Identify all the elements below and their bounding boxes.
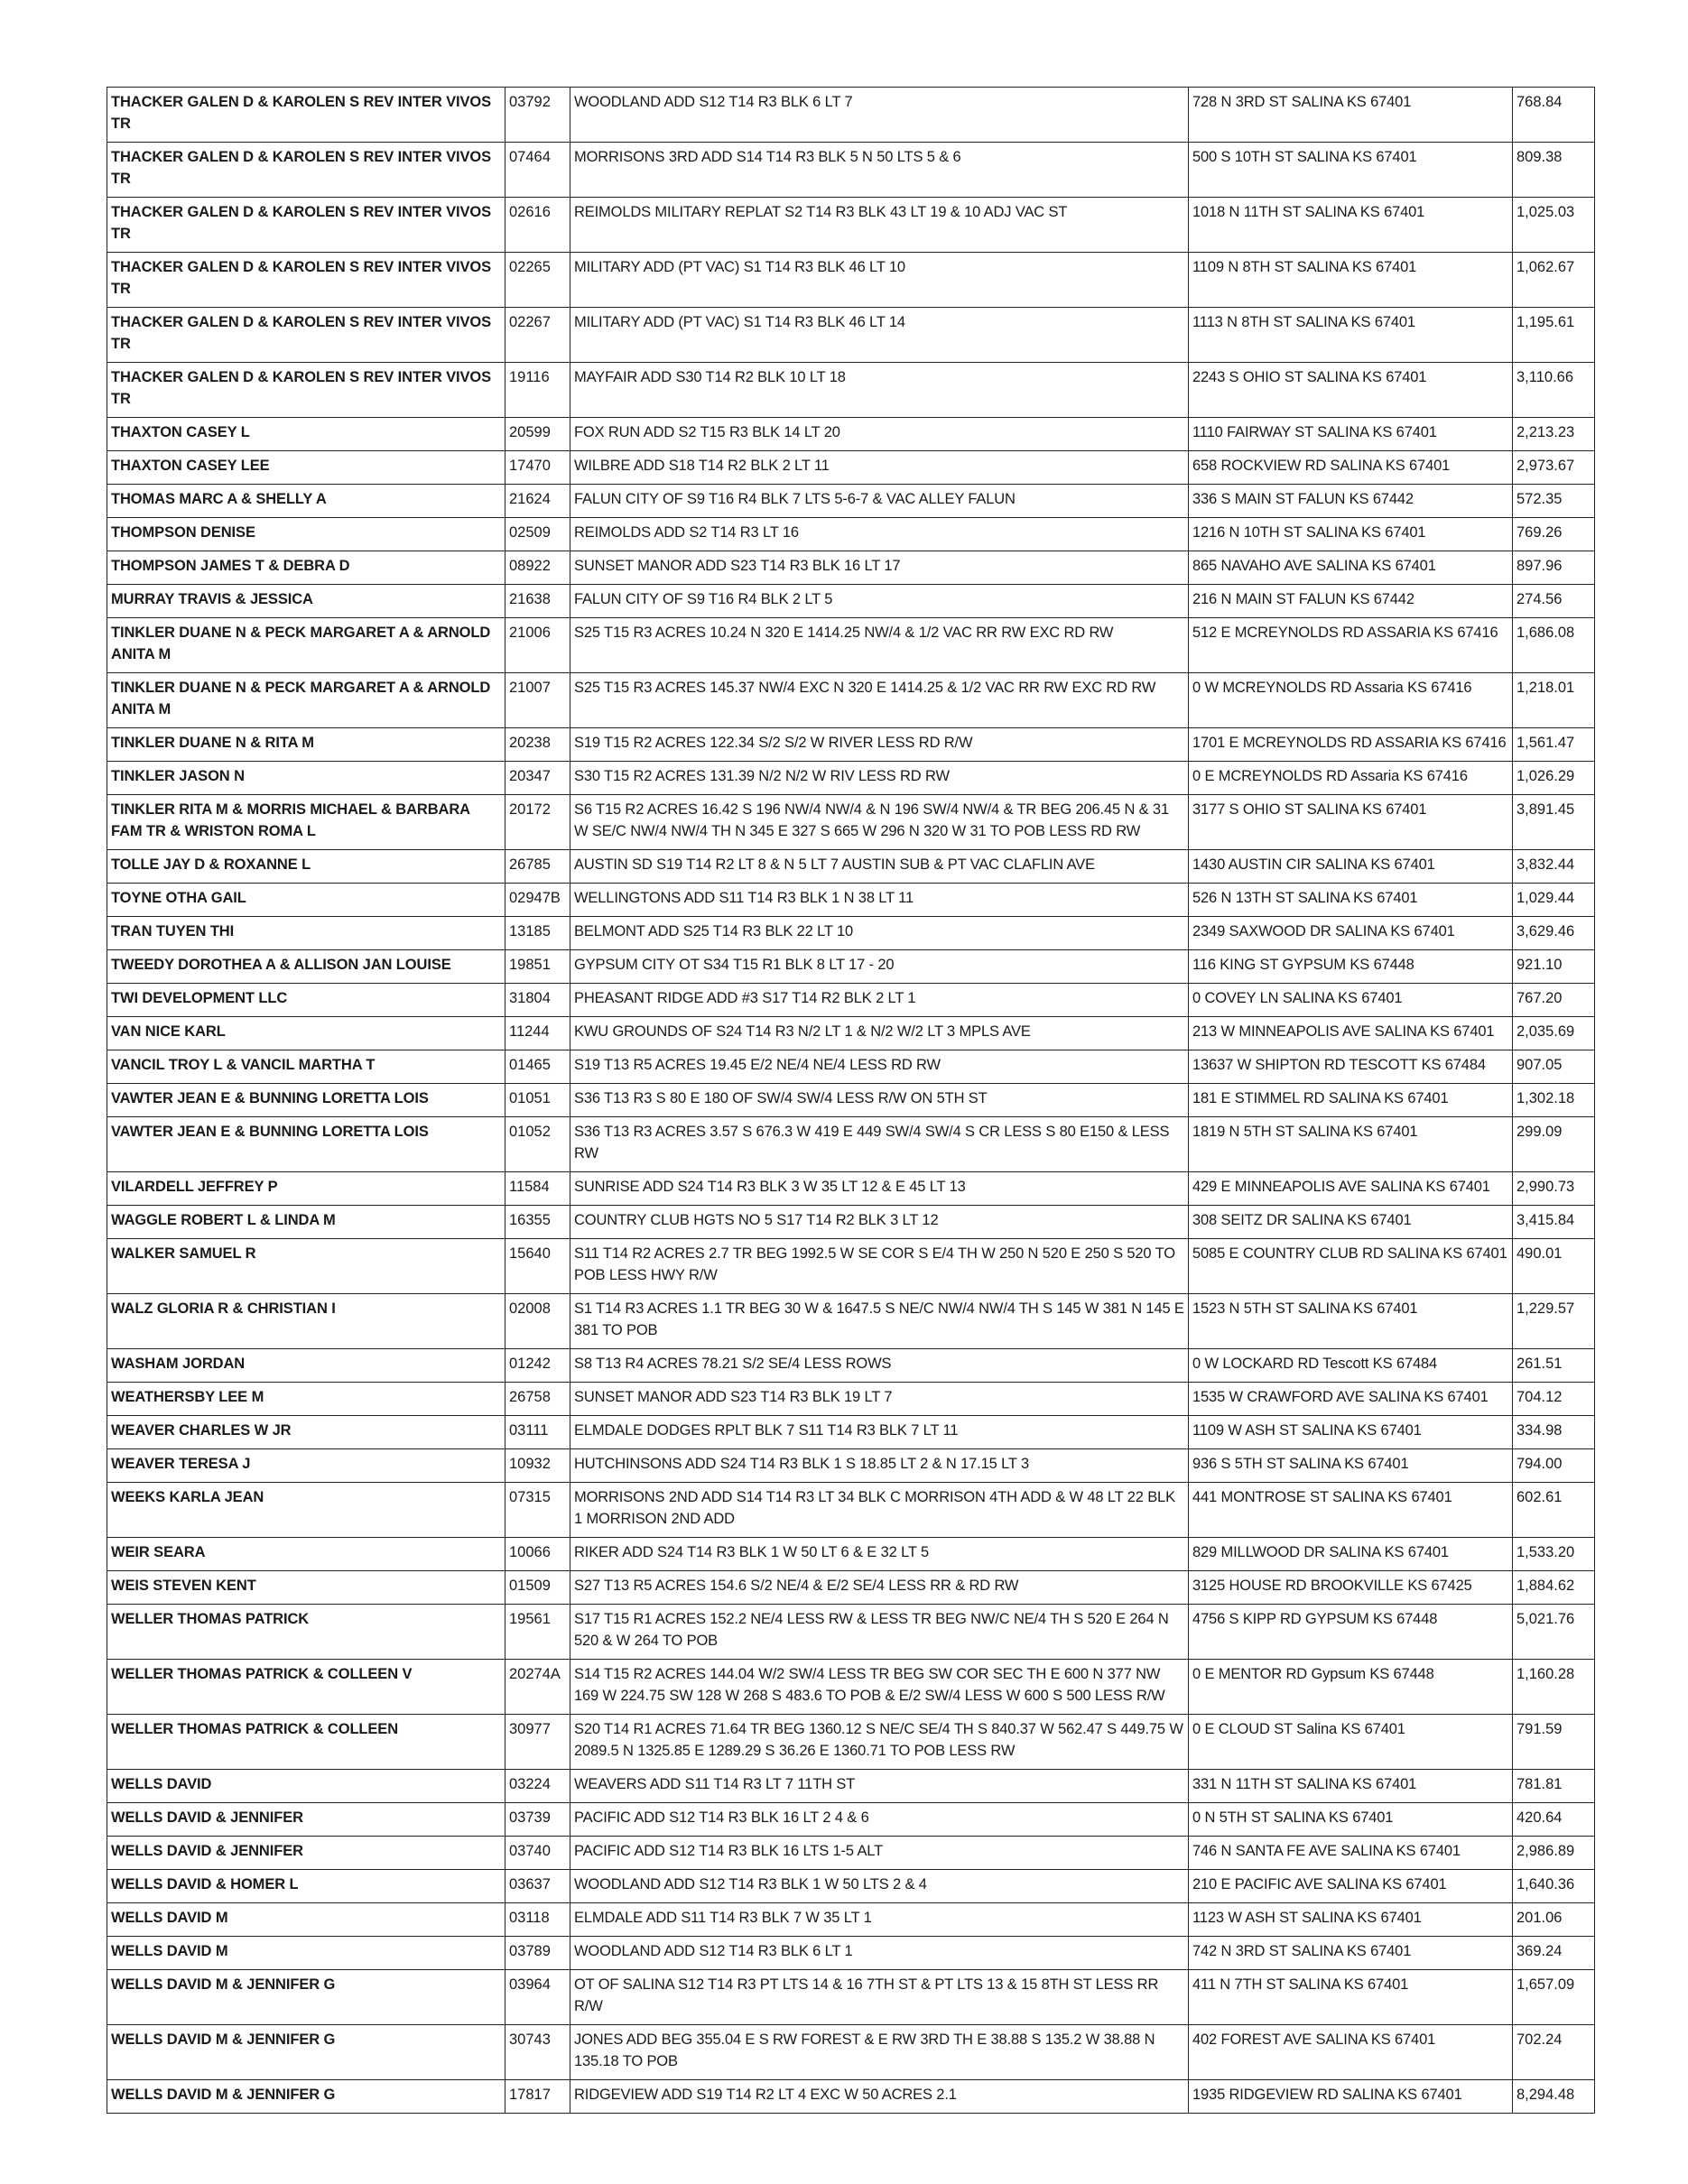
owner-cell: TWEEDY DOROTHEA A & ALLISON JAN LOUISE bbox=[107, 950, 505, 984]
legal-description-cell: RIKER ADD S24 T14 R3 BLK 1 W 50 LT 6 & E 32 LT 5 bbox=[570, 1538, 1189, 1571]
property-address-cell: 0 E CLOUD ST Salina KS 67401 bbox=[1189, 1715, 1513, 1770]
owner-cell: THOMPSON JAMES T & DEBRA D bbox=[107, 551, 505, 585]
property-address-cell: 3177 S OHIO ST SALINA KS 67401 bbox=[1189, 795, 1513, 850]
property-address-cell: 1523 N 5TH ST SALINA KS 67401 bbox=[1189, 1294, 1513, 1349]
property-address-cell: 1109 W ASH ST SALINA KS 67401 bbox=[1189, 1416, 1513, 1449]
parcel-id-cell: 10066 bbox=[505, 1538, 570, 1571]
owner-cell: THAXTON CASEY LEE bbox=[107, 451, 505, 485]
table-row bbox=[107, 795, 1595, 850]
parcel-id-cell: 01509 bbox=[505, 1571, 570, 1605]
parcel-id-cell: 26758 bbox=[505, 1383, 570, 1416]
property-address-cell: 512 E MCREYNOLDS RD ASSARIA KS 67416 bbox=[1189, 618, 1513, 673]
parcel-id-cell: 10932 bbox=[505, 1449, 570, 1483]
tax-amount-cell: 907.05 bbox=[1513, 1050, 1595, 1084]
parcel-id-cell: 07464 bbox=[505, 143, 570, 198]
property-address-cell: 181 E STIMMEL RD SALINA KS 67401 bbox=[1189, 1084, 1513, 1117]
tax-amount-cell: 299.09 bbox=[1513, 1117, 1595, 1172]
tax-amount-cell: 1,884.62 bbox=[1513, 1571, 1595, 1605]
owner-cell: TINKLER DUANE N & RITA M bbox=[107, 728, 505, 762]
tax-amount-cell: 1,218.01 bbox=[1513, 673, 1595, 728]
legal-description-cell: WOODLAND ADD S12 T14 R3 BLK 6 LT 1 bbox=[570, 1937, 1189, 1970]
owner-cell: THACKER GALEN D & KAROLEN S REV INTER VIVOS TR bbox=[107, 253, 505, 308]
owner-cell: WAGGLE ROBERT L & LINDA M bbox=[107, 1206, 505, 1239]
legal-description-cell: S19 T13 R5 ACRES 19.45 E/2 NE/4 NE/4 LESS RD RW bbox=[570, 1050, 1189, 1084]
property-address-cell: 0 W MCREYNOLDS RD Assaria KS 67416 bbox=[1189, 673, 1513, 728]
owner-cell: WELLS DAVID & JENNIFER bbox=[107, 1837, 505, 1870]
legal-description-cell: PACIFIC ADD S12 T14 R3 BLK 16 LT 2 4 & 6 bbox=[570, 1803, 1189, 1837]
table-row bbox=[107, 1017, 1595, 1050]
property-address-cell: 1110 FAIRWAY ST SALINA KS 67401 bbox=[1189, 418, 1513, 451]
property-address-cell: 308 SEITZ DR SALINA KS 67401 bbox=[1189, 1206, 1513, 1239]
owner-cell: VANCIL TROY L & VANCIL MARTHA T bbox=[107, 1050, 505, 1084]
owner-cell: WEIS STEVEN KENT bbox=[107, 1571, 505, 1605]
property-address-cell: 1430 AUSTIN CIR SALINA KS 67401 bbox=[1189, 850, 1513, 884]
property-address-cell: 2243 S OHIO ST SALINA KS 67401 bbox=[1189, 363, 1513, 418]
property-address-cell: 4756 S KIPP RD GYPSUM KS 67448 bbox=[1189, 1605, 1513, 1660]
tax-amount-cell: 769.26 bbox=[1513, 518, 1595, 551]
table-row bbox=[107, 618, 1595, 673]
table-row bbox=[107, 917, 1595, 950]
property-address-cell: 0 COVEY LN SALINA KS 67401 bbox=[1189, 984, 1513, 1017]
owner-cell: TINKLER DUANE N & PECK MARGARET A & ARNOLD ANITA M bbox=[107, 673, 505, 728]
table-row bbox=[107, 850, 1595, 884]
owner-cell: VAWTER JEAN E & BUNNING LORETTA LOIS bbox=[107, 1117, 505, 1172]
parcel-id-cell: 20347 bbox=[505, 762, 570, 795]
table-row bbox=[107, 418, 1595, 451]
table-row bbox=[107, 1715, 1595, 1770]
parcel-id-cell: 01242 bbox=[505, 1349, 570, 1383]
property-address-cell: 411 N 7TH ST SALINA KS 67401 bbox=[1189, 1970, 1513, 2025]
property-address-cell: 1819 N 5TH ST SALINA KS 67401 bbox=[1189, 1117, 1513, 1172]
owner-cell: WEAVER TERESA J bbox=[107, 1449, 505, 1483]
legal-description-cell: S36 T13 R3 S 80 E 180 OF SW/4 SW/4 LESS R/W ON 5TH ST bbox=[570, 1084, 1189, 1117]
owner-cell: VAN NICE KARL bbox=[107, 1017, 505, 1050]
parcel-id-cell: 07315 bbox=[505, 1483, 570, 1538]
parcel-id-cell: 03740 bbox=[505, 1837, 570, 1870]
property-address-cell: 210 E PACIFIC AVE SALINA KS 67401 bbox=[1189, 1870, 1513, 1903]
owner-cell: THACKER GALEN D & KAROLEN S REV INTER VIVOS TR bbox=[107, 198, 505, 253]
tax-amount-cell: 1,025.03 bbox=[1513, 198, 1595, 253]
legal-description-cell: S36 T13 R3 ACRES 3.57 S 676.3 W 419 E 449 SW/4 SW/4 S CR LESS S 80 E150 & LESS RW bbox=[570, 1117, 1189, 1172]
owner-cell: VAWTER JEAN E & BUNNING LORETTA LOIS bbox=[107, 1084, 505, 1117]
legal-description-cell: ELMDALE DODGES RPLT BLK 7 S11 T14 R3 BLK 7 LT 11 bbox=[570, 1416, 1189, 1449]
legal-description-cell: S11 T14 R2 ACRES 2.7 TR BEG 1992.5 W SE COR S E/4 TH W 250 N 520 E 250 S 520 TO POB LESS HWY R/W bbox=[570, 1239, 1189, 1294]
parcel-id-cell: 03118 bbox=[505, 1903, 570, 1937]
tax-amount-cell: 768.84 bbox=[1513, 88, 1595, 143]
property-address-cell: 1109 N 8TH ST SALINA KS 67401 bbox=[1189, 253, 1513, 308]
parcel-id-cell: 01465 bbox=[505, 1050, 570, 1084]
parcel-id-cell: 02947B bbox=[505, 884, 570, 917]
parcel-id-cell: 02267 bbox=[505, 308, 570, 363]
table-row bbox=[107, 762, 1595, 795]
tax-amount-cell: 1,302.18 bbox=[1513, 1084, 1595, 1117]
tax-amount-cell: 602.61 bbox=[1513, 1483, 1595, 1538]
owner-cell: THOMPSON DENISE bbox=[107, 518, 505, 551]
legal-description-cell: S19 T15 R2 ACRES 122.34 S/2 S/2 W RIVER LESS RD R/W bbox=[570, 728, 1189, 762]
legal-description-cell: ELMDALE ADD S11 T14 R3 BLK 7 W 35 LT 1 bbox=[570, 1903, 1189, 1937]
property-address-cell: 1123 W ASH ST SALINA KS 67401 bbox=[1189, 1903, 1513, 1937]
owner-cell: WELLER THOMAS PATRICK & COLLEEN V bbox=[107, 1660, 505, 1715]
legal-description-cell: MORRISONS 2ND ADD S14 T14 R3 LT 34 BLK C MORRISON 4TH ADD & W 48 LT 22 BLK 1 MORRISON 2ND ADD bbox=[570, 1483, 1189, 1538]
parcel-id-cell: 15640 bbox=[505, 1239, 570, 1294]
tax-amount-cell: 702.24 bbox=[1513, 2025, 1595, 2080]
table-row bbox=[107, 1837, 1595, 1870]
tax-amount-cell: 3,832.44 bbox=[1513, 850, 1595, 884]
owner-cell: WALZ GLORIA R & CHRISTIAN I bbox=[107, 1294, 505, 1349]
table-row bbox=[107, 1870, 1595, 1903]
parcel-id-cell: 21006 bbox=[505, 618, 570, 673]
parcel-id-cell: 02616 bbox=[505, 198, 570, 253]
parcel-id-cell: 02509 bbox=[505, 518, 570, 551]
owner-cell: WALKER SAMUEL R bbox=[107, 1239, 505, 1294]
property-address-cell: 1018 N 11TH ST SALINA KS 67401 bbox=[1189, 198, 1513, 253]
table-row bbox=[107, 308, 1595, 363]
property-address-cell: 742 N 3RD ST SALINA KS 67401 bbox=[1189, 1937, 1513, 1970]
property-address-cell: 5085 E COUNTRY CLUB RD SALINA KS 67401 bbox=[1189, 1239, 1513, 1294]
owner-cell: WASHAM JORDAN bbox=[107, 1349, 505, 1383]
owner-cell: WEATHERSBY LEE M bbox=[107, 1383, 505, 1416]
table-row bbox=[107, 1172, 1595, 1206]
tax-amount-cell: 1,229.57 bbox=[1513, 1294, 1595, 1349]
owner-cell: MURRAY TRAVIS & JESSICA bbox=[107, 585, 505, 618]
tax-amount-cell: 767.20 bbox=[1513, 984, 1595, 1017]
property-address-cell: 331 N 11TH ST SALINA KS 67401 bbox=[1189, 1770, 1513, 1803]
property-address-cell: 865 NAVAHO AVE SALINA KS 67401 bbox=[1189, 551, 1513, 585]
table-row bbox=[107, 485, 1595, 518]
legal-description-cell: S25 T15 R3 ACRES 10.24 N 320 E 1414.25 NW/4 & 1/2 VAC RR RW EXC RD RW bbox=[570, 618, 1189, 673]
table-row bbox=[107, 1937, 1595, 1970]
tax-amount-cell: 1,686.08 bbox=[1513, 618, 1595, 673]
tax-amount-cell: 1,026.29 bbox=[1513, 762, 1595, 795]
parcel-id-cell: 08922 bbox=[505, 551, 570, 585]
legal-description-cell: WOODLAND ADD S12 T14 R3 BLK 6 LT 7 bbox=[570, 88, 1189, 143]
legal-description-cell: WILBRE ADD S18 T14 R2 BLK 2 LT 11 bbox=[570, 451, 1189, 485]
table-row bbox=[107, 1571, 1595, 1605]
parcel-id-cell: 30977 bbox=[505, 1715, 570, 1770]
table-row bbox=[107, 728, 1595, 762]
tax-amount-cell: 1,062.67 bbox=[1513, 253, 1595, 308]
tax-amount-cell: 274.56 bbox=[1513, 585, 1595, 618]
owner-cell: WEEKS KARLA JEAN bbox=[107, 1483, 505, 1538]
legal-description-cell: WELLINGTONS ADD S11 T14 R3 BLK 1 N 38 LT 11 bbox=[570, 884, 1189, 917]
owner-cell: THACKER GALEN D & KAROLEN S REV INTER VIVOS TR bbox=[107, 143, 505, 198]
parcel-id-cell: 03789 bbox=[505, 1937, 570, 1970]
table-row bbox=[107, 1349, 1595, 1383]
owner-cell: TINKLER DUANE N & PECK MARGARET A & ARNOLD ANITA M bbox=[107, 618, 505, 673]
owner-cell: WELLS DAVID M bbox=[107, 1937, 505, 1970]
legal-description-cell: S8 T13 R4 ACRES 78.21 S/2 SE/4 LESS ROWS bbox=[570, 1349, 1189, 1383]
tax-amount-cell: 420.64 bbox=[1513, 1803, 1595, 1837]
legal-description-cell: S17 T15 R1 ACRES 152.2 NE/4 LESS RW & LESS TR BEG NW/C NE/4 TH S 520 E 264 N 520 & W 264 TO POB bbox=[570, 1605, 1189, 1660]
tax-amount-cell: 897.96 bbox=[1513, 551, 1595, 585]
parcel-id-cell: 21638 bbox=[505, 585, 570, 618]
table-row bbox=[107, 253, 1595, 308]
table-row bbox=[107, 1970, 1595, 2025]
property-address-cell: 0 E MCREYNOLDS RD Assaria KS 67416 bbox=[1189, 762, 1513, 795]
legal-description-cell: SUNRISE ADD S24 T14 R3 BLK 3 W 35 LT 12 & E 45 LT 13 bbox=[570, 1172, 1189, 1206]
owner-cell: WELLS DAVID M bbox=[107, 1903, 505, 1937]
parcel-id-cell: 02008 bbox=[505, 1294, 570, 1349]
tax-amount-cell: 2,973.67 bbox=[1513, 451, 1595, 485]
owner-cell: TWI DEVELOPMENT LLC bbox=[107, 984, 505, 1017]
owner-cell: TINKLER JASON N bbox=[107, 762, 505, 795]
tax-amount-cell: 369.24 bbox=[1513, 1937, 1595, 1970]
tax-amount-cell: 201.06 bbox=[1513, 1903, 1595, 1937]
owner-cell: TOLLE JAY D & ROXANNE L bbox=[107, 850, 505, 884]
tax-amount-cell: 1,029.44 bbox=[1513, 884, 1595, 917]
owner-cell: THAXTON CASEY L bbox=[107, 418, 505, 451]
owner-cell: TRAN TUYEN THI bbox=[107, 917, 505, 950]
table-row bbox=[107, 198, 1595, 253]
tax-amount-cell: 3,110.66 bbox=[1513, 363, 1595, 418]
property-address-cell: 0 E MENTOR RD Gypsum KS 67448 bbox=[1189, 1660, 1513, 1715]
tax-amount-cell: 809.38 bbox=[1513, 143, 1595, 198]
owner-cell: TOYNE OTHA GAIL bbox=[107, 884, 505, 917]
table-row bbox=[107, 451, 1595, 485]
owner-cell: THACKER GALEN D & KAROLEN S REV INTER VIVOS TR bbox=[107, 363, 505, 418]
legal-description-cell: RIDGEVIEW ADD S19 T14 R2 LT 4 EXC W 50 ACRES 2.1 bbox=[570, 2080, 1189, 2114]
legal-description-cell: S25 T15 R3 ACRES 145.37 NW/4 EXC N 320 E 1414.25 & 1/2 VAC RR RW EXC RD RW bbox=[570, 673, 1189, 728]
property-address-cell: 829 MILLWOOD DR SALINA KS 67401 bbox=[1189, 1538, 1513, 1571]
parcel-id-cell: 17470 bbox=[505, 451, 570, 485]
tax-amount-cell: 1,195.61 bbox=[1513, 308, 1595, 363]
parcel-id-cell: 30743 bbox=[505, 2025, 570, 2080]
parcel-id-cell: 03111 bbox=[505, 1416, 570, 1449]
property-address-cell: 936 S 5TH ST SALINA KS 67401 bbox=[1189, 1449, 1513, 1483]
legal-description-cell: S30 T15 R2 ACRES 131.39 N/2 N/2 W RIV LESS RD RW bbox=[570, 762, 1189, 795]
legal-description-cell: OT OF SALINA S12 T14 R3 PT LTS 14 & 16 7TH ST & PT LTS 13 & 15 8TH ST LESS RR R/W bbox=[570, 1970, 1189, 2025]
table-row bbox=[107, 2080, 1595, 2114]
table-row bbox=[107, 1449, 1595, 1483]
legal-description-cell: MAYFAIR ADD S30 T14 R2 BLK 10 LT 18 bbox=[570, 363, 1189, 418]
parcel-id-cell: 20238 bbox=[505, 728, 570, 762]
legal-description-cell: S1 T14 R3 ACRES 1.1 TR BEG 30 W & 1647.5 S NE/C NW/4 NW/4 TH S 145 W 381 N 145 E 381 TO POB bbox=[570, 1294, 1189, 1349]
property-address-cell: 13637 W SHIPTON RD TESCOTT KS 67484 bbox=[1189, 1050, 1513, 1084]
table-row bbox=[107, 1383, 1595, 1416]
legal-description-cell: S6 T15 R2 ACRES 16.42 S 196 NW/4 NW/4 & N 196 SW/4 NW/4 & TR BEG 206.45 N & 31 W SE/C NW/4 NW/4 TH N 345 E 327 S 665 W 296 N 320 W 31 TO POB LESS RD RW bbox=[570, 795, 1189, 850]
property-address-cell: 1935 RIDGEVIEW RD SALINA KS 67401 bbox=[1189, 2080, 1513, 2114]
property-address-cell: 441 MONTROSE ST SALINA KS 67401 bbox=[1189, 1483, 1513, 1538]
table-row bbox=[107, 1416, 1595, 1449]
legal-description-cell: BELMONT ADD S25 T14 R3 BLK 22 LT 10 bbox=[570, 917, 1189, 950]
parcel-id-cell: 26785 bbox=[505, 850, 570, 884]
tax-amount-cell: 3,891.45 bbox=[1513, 795, 1595, 850]
owner-cell: WELLER THOMAS PATRICK & COLLEEN bbox=[107, 1715, 505, 1770]
tax-amount-cell: 1,657.09 bbox=[1513, 1970, 1595, 2025]
property-address-cell: 1535 W CRAWFORD AVE SALINA KS 67401 bbox=[1189, 1383, 1513, 1416]
table-row bbox=[107, 518, 1595, 551]
property-address-cell: 402 FOREST AVE SALINA KS 67401 bbox=[1189, 2025, 1513, 2080]
property-address-cell: 1113 N 8TH ST SALINA KS 67401 bbox=[1189, 308, 1513, 363]
table-row bbox=[107, 88, 1595, 143]
table-row bbox=[107, 1084, 1595, 1117]
legal-description-cell: COUNTRY CLUB HGTS NO 5 S17 T14 R2 BLK 3 LT 12 bbox=[570, 1206, 1189, 1239]
legal-description-cell: MILITARY ADD (PT VAC) S1 T14 R3 BLK 46 LT 10 bbox=[570, 253, 1189, 308]
table-row bbox=[107, 1605, 1595, 1660]
owner-cell: WELLS DAVID M & JENNIFER G bbox=[107, 2025, 505, 2080]
tax-amount-cell: 1,640.36 bbox=[1513, 1870, 1595, 1903]
parcel-id-cell: 19116 bbox=[505, 363, 570, 418]
parcel-id-cell: 03224 bbox=[505, 1770, 570, 1803]
property-address-cell: 2349 SAXWOOD DR SALINA KS 67401 bbox=[1189, 917, 1513, 950]
legal-description-cell: REIMOLDS ADD S2 T14 R3 LT 16 bbox=[570, 518, 1189, 551]
owner-cell: WELLS DAVID M & JENNIFER G bbox=[107, 1970, 505, 2025]
legal-description-cell: S20 T14 R1 ACRES 71.64 TR BEG 1360.12 S NE/C SE/4 TH S 840.37 W 562.47 S 449.75 W 2089.5 N 1325.85 E 1289.29 S 36.26 E 1360.71 TO POB LESS RW bbox=[570, 1715, 1189, 1770]
tax-amount-cell: 791.59 bbox=[1513, 1715, 1595, 1770]
parcel-id-cell: 11584 bbox=[505, 1172, 570, 1206]
property-address-cell: 500 S 10TH ST SALINA KS 67401 bbox=[1189, 143, 1513, 198]
legal-description-cell: GYPSUM CITY OT S34 T15 R1 BLK 8 LT 17 - 20 bbox=[570, 950, 1189, 984]
table-row bbox=[107, 1239, 1595, 1294]
parcel-id-cell: 01052 bbox=[505, 1117, 570, 1172]
tax-amount-cell: 794.00 bbox=[1513, 1449, 1595, 1483]
table-row bbox=[107, 143, 1595, 198]
parcel-id-cell: 11244 bbox=[505, 1017, 570, 1050]
property-address-cell: 526 N 13TH ST SALINA KS 67401 bbox=[1189, 884, 1513, 917]
property-address-cell: 116 KING ST GYPSUM KS 67448 bbox=[1189, 950, 1513, 984]
property-address-cell: 1216 N 10TH ST SALINA KS 67401 bbox=[1189, 518, 1513, 551]
parcel-id-cell: 20274A bbox=[505, 1660, 570, 1715]
property-address-cell: 336 S MAIN ST FALUN KS 67442 bbox=[1189, 485, 1513, 518]
tax-amount-cell: 334.98 bbox=[1513, 1416, 1595, 1449]
property-address-cell: 429 E MINNEAPOLIS AVE SALINA KS 67401 bbox=[1189, 1172, 1513, 1206]
property-address-cell: 728 N 3RD ST SALINA KS 67401 bbox=[1189, 88, 1513, 143]
owner-cell: VILARDELL JEFFREY P bbox=[107, 1172, 505, 1206]
legal-description-cell: WEAVERS ADD S11 T14 R3 LT 7 11TH ST bbox=[570, 1770, 1189, 1803]
parcel-id-cell: 21007 bbox=[505, 673, 570, 728]
owner-cell: WELLER THOMAS PATRICK bbox=[107, 1605, 505, 1660]
tax-amount-cell: 5,021.76 bbox=[1513, 1605, 1595, 1660]
table-row bbox=[107, 551, 1595, 585]
tax-amount-cell: 2,213.23 bbox=[1513, 418, 1595, 451]
owner-cell: WEAVER CHARLES W JR bbox=[107, 1416, 505, 1449]
property-address-cell: 0 W LOCKARD RD Tescott KS 67484 bbox=[1189, 1349, 1513, 1383]
table-row bbox=[107, 1770, 1595, 1803]
table-row bbox=[107, 950, 1595, 984]
parcel-id-cell: 20172 bbox=[505, 795, 570, 850]
parcel-id-cell: 17817 bbox=[505, 2080, 570, 2114]
legal-description-cell: AUSTIN SD S19 T14 R2 LT 8 & N 5 LT 7 AUSTIN SUB & PT VAC CLAFLIN AVE bbox=[570, 850, 1189, 884]
property-address-cell: 746 N SANTA FE AVE SALINA KS 67401 bbox=[1189, 1837, 1513, 1870]
parcel-id-cell: 03637 bbox=[505, 1870, 570, 1903]
parcel-id-cell: 20599 bbox=[505, 418, 570, 451]
tax-amount-cell: 921.10 bbox=[1513, 950, 1595, 984]
parcel-id-cell: 16355 bbox=[505, 1206, 570, 1239]
table-row bbox=[107, 1206, 1595, 1239]
table-row bbox=[107, 1538, 1595, 1571]
parcel-id-cell: 21624 bbox=[505, 485, 570, 518]
owner-cell: WELLS DAVID & JENNIFER bbox=[107, 1803, 505, 1837]
legal-description-cell: S14 T15 R2 ACRES 144.04 W/2 SW/4 LESS TR BEG SW COR SEC TH E 600 N 377 NW 169 W 224.75 SW 128 W 268 S 483.6 TO POB & E/2 SW/4 LESS W 600 S 500 LESS R/W bbox=[570, 1660, 1189, 1715]
owner-cell: WELLS DAVID bbox=[107, 1770, 505, 1803]
parcel-id-cell: 02265 bbox=[505, 253, 570, 308]
table-row bbox=[107, 1117, 1595, 1172]
table-row bbox=[107, 1803, 1595, 1837]
property-address-cell: 0 N 5TH ST SALINA KS 67401 bbox=[1189, 1803, 1513, 1837]
tax-amount-cell: 3,415.84 bbox=[1513, 1206, 1595, 1239]
owner-cell: WEIR SEARA bbox=[107, 1538, 505, 1571]
parcel-id-cell: 03792 bbox=[505, 88, 570, 143]
table-row bbox=[107, 585, 1595, 618]
table-row bbox=[107, 673, 1595, 728]
owner-cell: WELLS DAVID & HOMER L bbox=[107, 1870, 505, 1903]
legal-description-cell: SUNSET MANOR ADD S23 T14 R3 BLK 16 LT 17 bbox=[570, 551, 1189, 585]
legal-description-cell: FALUN CITY OF S9 T16 R4 BLK 7 LTS 5-6-7 & VAC ALLEY FALUN bbox=[570, 485, 1189, 518]
table-row bbox=[107, 1660, 1595, 1715]
owner-cell: THACKER GALEN D & KAROLEN S REV INTER VIVOS TR bbox=[107, 88, 505, 143]
legal-description-cell: JONES ADD BEG 355.04 E S RW FOREST & E RW 3RD TH E 38.88 S 135.2 W 38.88 N 135.18 TO POB bbox=[570, 2025, 1189, 2080]
table-row bbox=[107, 1050, 1595, 1084]
tax-amount-cell: 1,533.20 bbox=[1513, 1538, 1595, 1571]
property-address-cell: 213 W MINNEAPOLIS AVE SALINA KS 67401 bbox=[1189, 1017, 1513, 1050]
tax-amount-cell: 1,561.47 bbox=[1513, 728, 1595, 762]
legal-description-cell: MORRISONS 3RD ADD S14 T14 R3 BLK 5 N 50 LTS 5 & 6 bbox=[570, 143, 1189, 198]
tax-amount-cell: 3,629.46 bbox=[1513, 917, 1595, 950]
tax-amount-cell: 2,990.73 bbox=[1513, 1172, 1595, 1206]
tax-amount-cell: 490.01 bbox=[1513, 1239, 1595, 1294]
legal-description-cell: WOODLAND ADD S12 T14 R3 BLK 1 W 50 LTS 2 & 4 bbox=[570, 1870, 1189, 1903]
legal-description-cell: PHEASANT RIDGE ADD #3 S17 T14 R2 BLK 2 LT 1 bbox=[570, 984, 1189, 1017]
property-address-cell: 216 N MAIN ST FALUN KS 67442 bbox=[1189, 585, 1513, 618]
legal-description-cell: FALUN CITY OF S9 T16 R4 BLK 2 LT 5 bbox=[570, 585, 1189, 618]
parcel-id-cell: 31804 bbox=[505, 984, 570, 1017]
table-row bbox=[107, 884, 1595, 917]
table-row bbox=[107, 2025, 1595, 2080]
delinquent-tax-table bbox=[107, 87, 1595, 2114]
legal-description-cell: HUTCHINSONS ADD S24 T14 R3 BLK 1 S 18.85 LT 2 & N 17.15 LT 3 bbox=[570, 1449, 1189, 1483]
legal-description-cell: REIMOLDS MILITARY REPLAT S2 T14 R3 BLK 43 LT 19 & 10 ADJ VAC ST bbox=[570, 198, 1189, 253]
parcel-id-cell: 01051 bbox=[505, 1084, 570, 1117]
property-address-cell: 1701 E MCREYNOLDS RD ASSARIA KS 67416 bbox=[1189, 728, 1513, 762]
legal-description-cell: FOX RUN ADD S2 T15 R3 BLK 14 LT 20 bbox=[570, 418, 1189, 451]
owner-cell: THACKER GALEN D & KAROLEN S REV INTER VIVOS TR bbox=[107, 308, 505, 363]
property-address-cell: 658 ROCKVIEW RD SALINA KS 67401 bbox=[1189, 451, 1513, 485]
tax-amount-cell: 1,160.28 bbox=[1513, 1660, 1595, 1715]
parcel-id-cell: 03964 bbox=[505, 1970, 570, 2025]
legal-description-cell: PACIFIC ADD S12 T14 R3 BLK 16 LTS 1-5 ALT bbox=[570, 1837, 1189, 1870]
tax-amount-cell: 781.81 bbox=[1513, 1770, 1595, 1803]
table-body bbox=[107, 88, 1595, 2114]
legal-description-cell: SUNSET MANOR ADD S23 T14 R3 BLK 19 LT 7 bbox=[570, 1383, 1189, 1416]
table-row bbox=[107, 1483, 1595, 1538]
parcel-id-cell: 19851 bbox=[505, 950, 570, 984]
table-row bbox=[107, 984, 1595, 1017]
property-address-cell: 3125 HOUSE RD BROOKVILLE KS 67425 bbox=[1189, 1571, 1513, 1605]
tax-amount-cell: 572.35 bbox=[1513, 485, 1595, 518]
tax-amount-cell: 261.51 bbox=[1513, 1349, 1595, 1383]
parcel-id-cell: 03739 bbox=[505, 1803, 570, 1837]
parcel-id-cell: 19561 bbox=[505, 1605, 570, 1660]
table-row bbox=[107, 1294, 1595, 1349]
table-row bbox=[107, 1903, 1595, 1937]
tax-amount-cell: 2,035.69 bbox=[1513, 1017, 1595, 1050]
table-row bbox=[107, 363, 1595, 418]
owner-cell: TINKLER RITA M & MORRIS MICHAEL & BARBARA FAM TR & WRISTON ROMA L bbox=[107, 795, 505, 850]
legal-description-cell: MILITARY ADD (PT VAC) S1 T14 R3 BLK 46 LT 14 bbox=[570, 308, 1189, 363]
legal-description-cell: S27 T13 R5 ACRES 154.6 S/2 NE/4 & E/2 SE/4 LESS RR & RD RW bbox=[570, 1571, 1189, 1605]
tax-amount-cell: 2,986.89 bbox=[1513, 1837, 1595, 1870]
tax-amount-cell: 704.12 bbox=[1513, 1383, 1595, 1416]
owner-cell: THOMAS MARC A & SHELLY A bbox=[107, 485, 505, 518]
parcel-id-cell: 13185 bbox=[505, 917, 570, 950]
legal-description-cell: KWU GROUNDS OF S24 T14 R3 N/2 LT 1 & N/2 W/2 LT 3 MPLS AVE bbox=[570, 1017, 1189, 1050]
tax-amount-cell: 8,294.48 bbox=[1513, 2080, 1595, 2114]
owner-cell: WELLS DAVID M & JENNIFER G bbox=[107, 2080, 505, 2114]
